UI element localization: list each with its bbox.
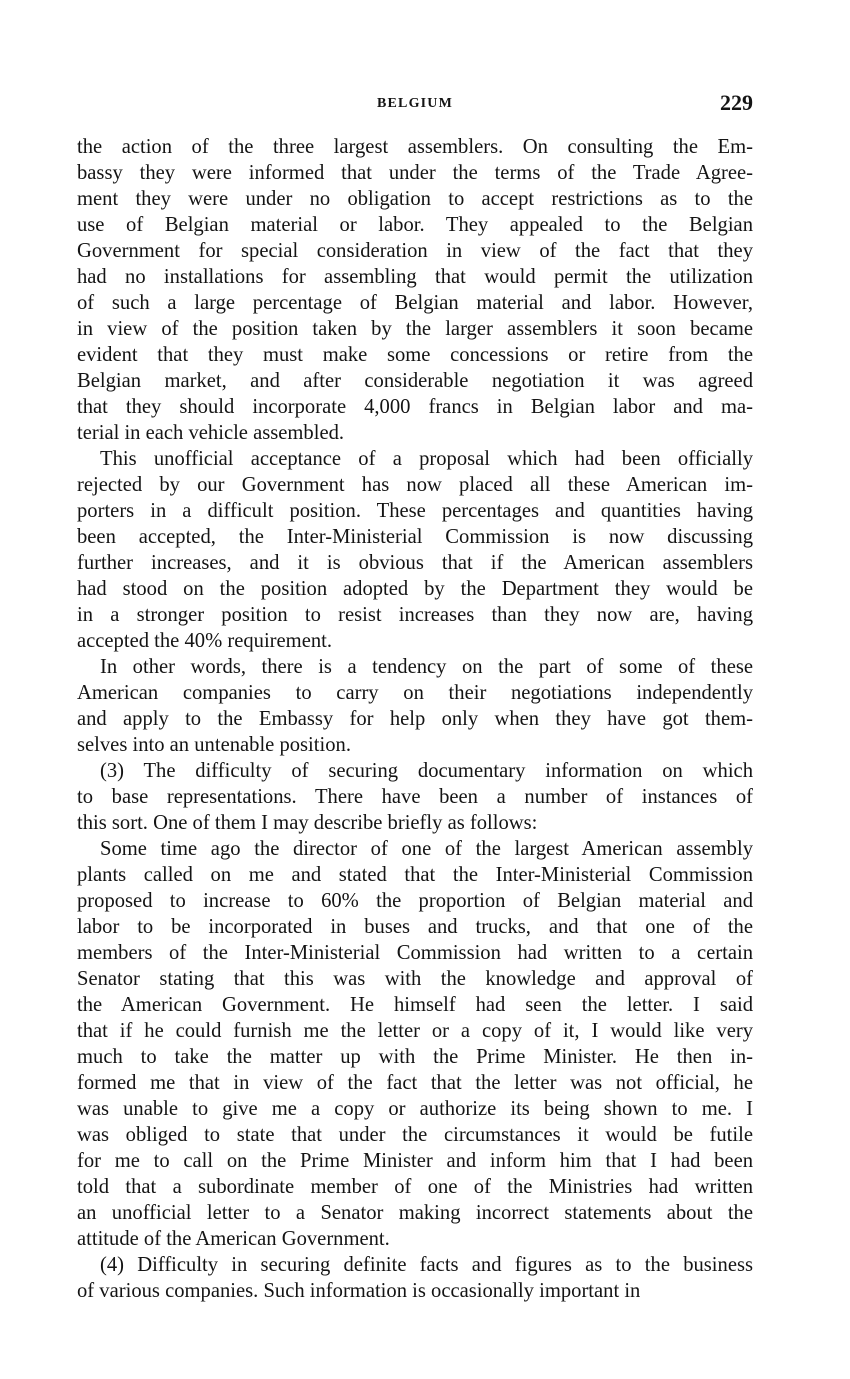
text-line: Belgian market, and after considerable negotiation it was agreed (77, 370, 753, 392)
text-line: an unofficial letter to a Senator making incorrect statements about the (77, 1202, 753, 1224)
text-line: bassy they were informed that under the terms of the Trade Agree- (77, 162, 753, 184)
text-line: accepted the 40% requirement. (77, 630, 333, 652)
text-line: This unofficial acceptance of a proposal which had been officially (100, 448, 753, 470)
text-line: formed me that in view of the fact that the letter was not official, he (77, 1072, 753, 1094)
text-line: terial in each vehicle assembled. (77, 422, 345, 444)
text-line: labor to be incorporated in buses and trucks, and that one of the (77, 916, 753, 938)
text-line: the action of the three largest assemblers. On consulting the Em- (77, 136, 753, 158)
text-line: to base representations. There have been a number of instances of (77, 786, 753, 808)
text-line: had no installations for assembling that would permit the utilization (77, 266, 753, 288)
text-line: In other words, there is a tendency on the part of some of these (100, 656, 753, 678)
text-line: Government for special consideration in view of the fact that they (77, 240, 753, 262)
text-line: was unable to give me a copy or authorize its being shown to me. I (77, 1098, 753, 1120)
text-line: ment they were under no obligation to accept restrictions as to the (77, 188, 753, 210)
text-line: the American Government. He himself had seen the letter. I said (77, 994, 753, 1016)
text-line: further increases, and it is obvious that if the American assemblers (77, 552, 753, 574)
text-line: proposed to increase to 60% the proportion of Belgian material and (77, 890, 753, 912)
paragraph (77, 654, 753, 758)
text-line: Some time ago the director of one of the largest American assembly (100, 838, 753, 860)
text-line: was obliged to state that under the circumstances it would be futile (77, 1124, 753, 1146)
paragraph (77, 134, 753, 446)
paragraph (77, 1252, 753, 1304)
text-line: for me to call on the Prime Minister and inform him that I had been (77, 1150, 753, 1172)
text-line: attitude of the American Government. (77, 1228, 390, 1250)
running-title: BELGIUM (376, 96, 454, 111)
text-line: porters in a difficult position. These percentages and quantities having (77, 500, 753, 522)
text-line: in a stronger position to resist increases than they now are, having (77, 604, 753, 626)
text-line: of various companies. Such information is occasionally important in (77, 1280, 641, 1302)
running-head (77, 90, 753, 122)
text-line: American companies to carry on their negotiations independently (77, 682, 753, 704)
text-line: of such a large percentage of Belgian material and labor. However, (77, 292, 753, 314)
text-line: in view of the position taken by the larger assemblers it soon became (77, 318, 753, 340)
text-line: (4) Difficulty in securing definite facts and figures as to the business (100, 1254, 753, 1276)
text-line: selves into an untenable position. (77, 734, 351, 756)
paragraph (77, 446, 753, 654)
body-text (77, 134, 753, 1304)
text-line: much to take the matter up with the Prime Minister. He then in- (77, 1046, 753, 1068)
text-line: told that a subordinate member of one of the Ministries had written (77, 1176, 753, 1198)
paragraph (77, 836, 753, 1252)
text-line: that if he could furnish me the letter or a copy of it, I would like very (77, 1020, 753, 1042)
text-line: evident that they must make some concessions or retire from the (77, 344, 753, 366)
text-line: this sort. One of them I may describe briefly as follows: (77, 812, 538, 834)
text-line: been accepted, the Inter-Ministerial Commission is now discussing (77, 526, 753, 548)
text-line: had stood on the position adopted by the Department they would be (77, 578, 753, 600)
text-line: and apply to the Embassy for help only when they have got them- (77, 708, 753, 730)
text-line: use of Belgian material or labor. They appealed to the Belgian (77, 214, 753, 236)
page-number: 229 (720, 90, 753, 115)
text-line: Senator stating that this was with the knowledge and approval of (77, 968, 753, 990)
text-line: rejected by our Government has now placed all these American im- (77, 474, 753, 496)
paragraph (77, 758, 753, 836)
text-line: plants called on me and stated that the Inter-Ministerial Commission (77, 864, 753, 886)
text-line: that they should incorporate 4,000 francs in Belgian labor and ma- (77, 396, 753, 418)
text-line: members of the Inter-Ministerial Commission had written to a certain (77, 942, 753, 964)
text-line: (3) The difficulty of securing documentary information on which (100, 760, 753, 782)
